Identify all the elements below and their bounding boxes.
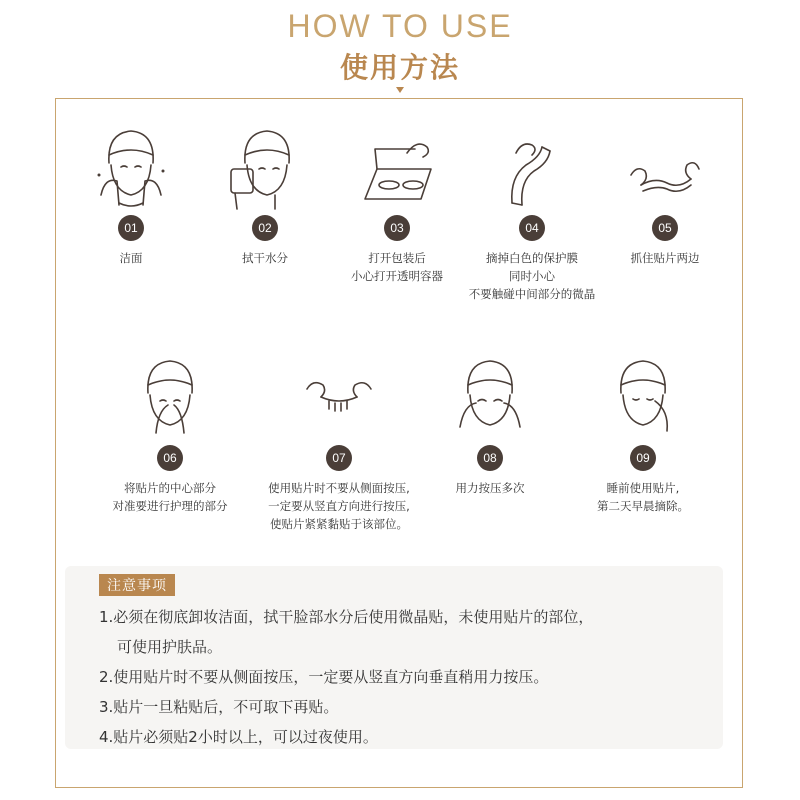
step-caption: 拭干水分 [242,251,288,265]
step-number: 07 [326,445,352,471]
step-caption: 抓住贴片两边 [630,251,700,265]
step-number: 06 [157,445,183,471]
step-number: 04 [519,215,545,241]
press-patch-icon [299,355,379,445]
notes-panel [65,566,723,749]
step-number: 08 [477,445,503,471]
step-number: 01 [118,215,144,241]
step-09 [553,355,733,515]
notes-list [99,602,719,752]
hold-patch-icon [625,125,705,215]
note-item: 4.贴片必须贴2小时以上，可以过夜使用。 [99,728,378,746]
step-caption: 将贴片的中心部分 对准要进行护理的部分 [112,481,228,513]
open-package-icon [357,125,437,215]
step-caption: 摘掉白色的保护膜 同时小心 不要触碰中间部分的微晶 [468,251,596,301]
press-repeatedly-icon [450,355,530,445]
note-item: 1.必须在彻底卸妆洁面，拭干脸部水分后使用微晶贴，未使用贴片的部位， [99,608,594,626]
title-english: HOW TO USE [287,8,513,44]
title-chinese: 使用方法 [339,51,460,84]
step-number: 03 [384,215,410,241]
note-item: 3.贴片一旦粘贴后，不可取下再贴。 [99,698,339,716]
step-caption: 洁面 [119,251,143,265]
notes-heading: 注意事项 [99,574,175,596]
remove-patch-icon [603,355,683,445]
note-item: 可使用护肤品。 [117,638,223,656]
step-caption: 使用贴片时不要从侧面按压, 一定要从竖直方向进行按压, 使贴片紧紧黏贴于该部位。 [268,481,410,531]
align-patch-icon [130,355,210,445]
down-arrow-icon [396,87,404,93]
peel-film-icon [492,125,572,215]
step-number: 02 [252,215,278,241]
step-caption: 打开包装后 小心打开透明容器 [351,251,443,283]
step-06 [80,355,260,515]
step-number: 09 [630,445,656,471]
wash-face-icon [91,125,171,215]
step-05 [575,125,755,267]
step-caption: 睡前使用贴片, 第二天早晨摘除。 [597,481,689,513]
note-item: 2.使用贴片时不要从侧面按压，一定要从竖直方向垂直稍用力按压。 [99,668,549,686]
step-number: 05 [652,215,678,241]
dry-face-icon [225,125,305,215]
step-caption: 用力按压多次 [455,481,525,495]
